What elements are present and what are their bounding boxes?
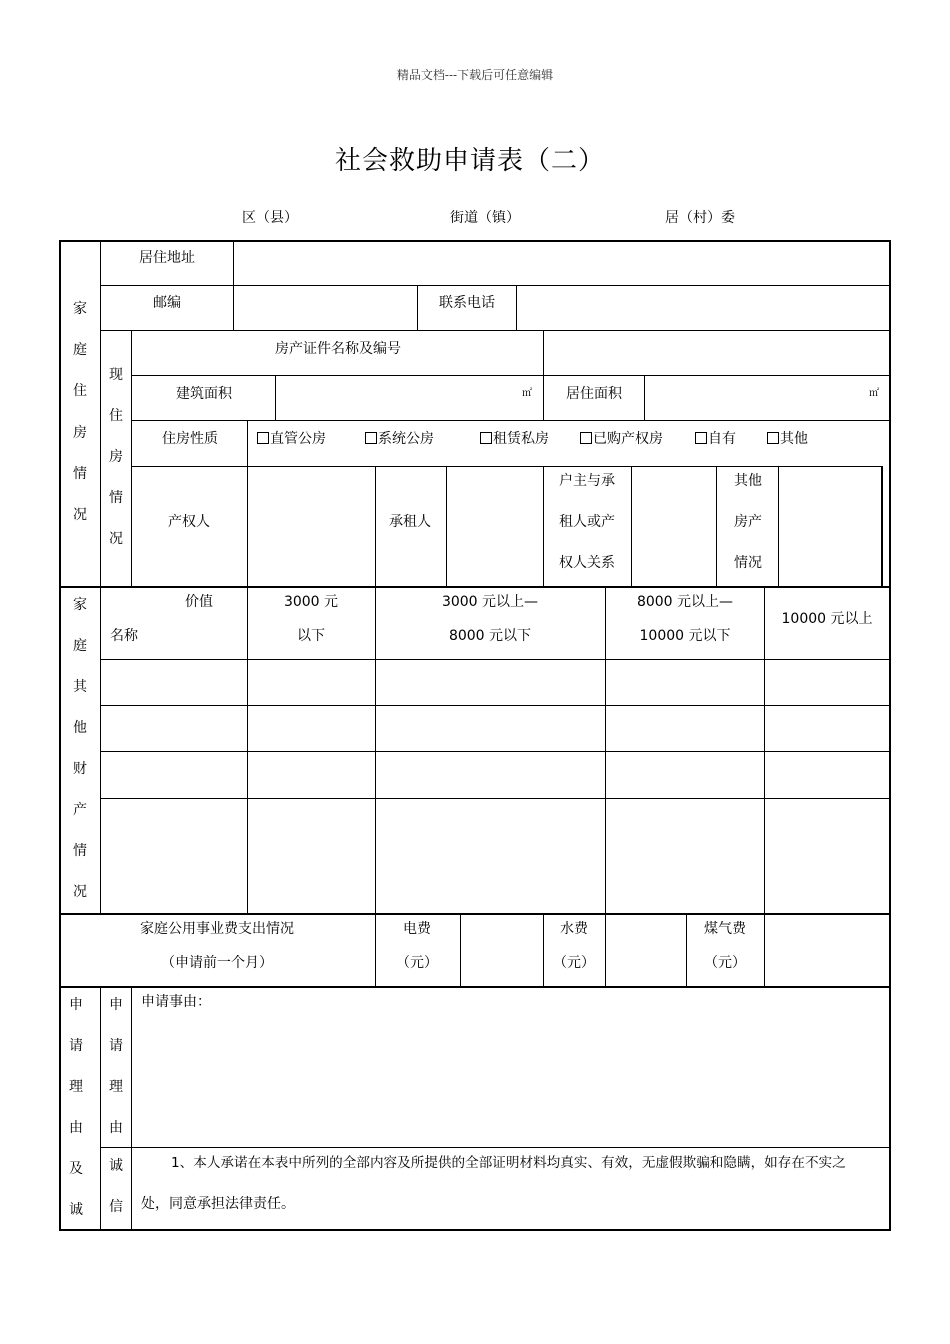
relation-field[interactable] (633, 468, 715, 585)
utilities-label: 家庭公用事业费支出情况 (140, 921, 294, 937)
property-row[interactable] (102, 800, 888, 912)
checkbox-icon (767, 432, 779, 444)
option-rented-private[interactable]: 租赁私房 (480, 431, 549, 447)
address-label: 居住地址 (139, 250, 195, 266)
tenant-label: 承租人 (389, 514, 431, 530)
other-property-field[interactable] (780, 468, 880, 585)
live-area-label: 居住面积 (566, 386, 622, 402)
build-area-field[interactable] (277, 377, 517, 419)
build-area-label: 建筑面积 (176, 386, 232, 402)
checkbox-icon (695, 432, 707, 444)
gas-field[interactable] (766, 917, 888, 985)
live-area-field[interactable] (646, 377, 864, 419)
header-note: 精品文档---下载后可任意编辑 (396, 68, 554, 82)
postcode-label: 邮编 (153, 295, 181, 311)
option-other[interactable]: 其他 (767, 431, 808, 447)
cert-label: 房产证件名称及编号 (275, 341, 401, 357)
utilities-sublabel: （申请前一个月） (161, 955, 273, 971)
electricity-field[interactable] (462, 917, 542, 985)
property-row[interactable] (102, 753, 888, 797)
option-system-public[interactable]: 系统公房 (365, 431, 434, 447)
water-field[interactable] (607, 917, 685, 985)
option-direct-public[interactable]: 直管公房 (257, 431, 326, 447)
page-title: 社会救助申请表（二） (334, 146, 606, 176)
owner-field[interactable] (249, 468, 374, 585)
reason-field[interactable] (133, 1015, 888, 1145)
promise-line-1: 1、本人承诺在本表中所列的全部内容及所提供的全部证明材料均真实、有效，无虚假欺骗和隐瞒，如存在不实之 (171, 1155, 846, 1171)
option-own[interactable]: 自有 (695, 431, 736, 447)
committee-label: 居（村）委 (665, 210, 735, 226)
cert-field[interactable] (545, 332, 888, 374)
address-field[interactable] (235, 243, 888, 284)
name-header: 名称 (110, 628, 138, 644)
phone-label: 联系电话 (439, 295, 495, 311)
checkbox-icon (480, 432, 492, 444)
property-row[interactable] (102, 707, 888, 750)
checkbox-icon (365, 432, 377, 444)
option-purchased[interactable]: 已购产权房 (580, 431, 663, 447)
checkbox-icon (580, 432, 592, 444)
live-area-unit: ㎡ (869, 388, 879, 399)
owner-label: 产权人 (168, 514, 210, 530)
value-header: 价值 (185, 594, 213, 610)
promise-line-2: 处，同意承担法律责任。 (141, 1196, 295, 1212)
district-label: 区（县） (242, 210, 298, 226)
checkbox-icon (257, 432, 269, 444)
tenant-field[interactable] (448, 468, 542, 585)
reason-prompt: 申请事由： (141, 994, 211, 1010)
nature-label: 住房性质 (162, 431, 218, 447)
street-label: 街道（镇） (450, 210, 520, 226)
property-row[interactable] (102, 661, 888, 704)
col-over-10000-header: 10000 元以上 (781, 611, 873, 627)
phone-field[interactable] (518, 287, 888, 329)
build-area-unit: ㎡ (522, 388, 532, 399)
postcode-field[interactable] (235, 287, 416, 329)
